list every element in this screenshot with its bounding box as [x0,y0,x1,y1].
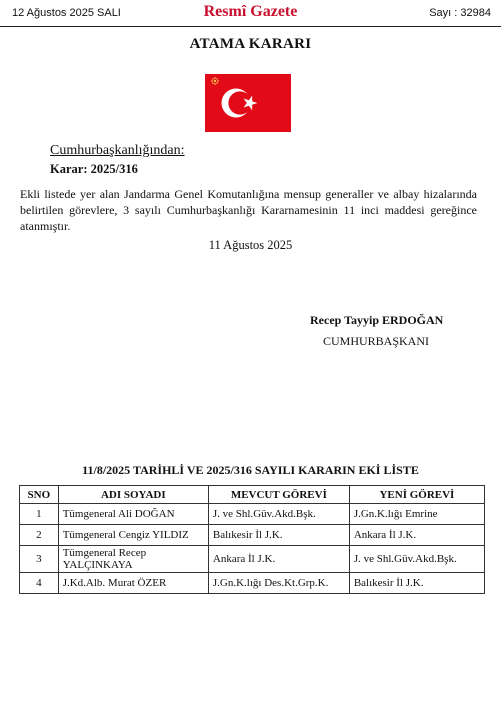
table-row [20,525,485,546]
row-new-post: J. ve Shl.Güv.Akd.Bşk. [349,546,484,573]
row-current-post: J. ve Shl.Güv.Akd.Bşk. [208,504,349,525]
column-header-sno: SNO [20,486,59,504]
column-header-new-post: YENİ GÖREVİ [349,486,484,504]
table-row [20,546,485,573]
row-name: J.Kd.Alb. Murat ÖZER [58,573,208,594]
turkish-flag-icon [205,74,291,132]
row-new-post: Balıkesir İl J.K. [349,573,484,594]
column-header-current-post: MEVCUT GÖREVİ [208,486,349,504]
row-current-post: Ankara İl J.K. [208,546,349,573]
row-sno: 4 [20,573,59,594]
decision-number: Karar: 2025/316 [50,162,138,176]
annex-title: 11/8/2025 TARİHLİ VE 2025/316 SAYILI KARARIN EKİ LİSTE [82,463,419,477]
row-sno: 2 [20,525,59,546]
header-date: 12 Ağustos 2025 SALI [12,7,121,19]
table-header-row [20,486,485,504]
decision-body: Ekli listede yer alan Jandarma Genel Komutanlığına mensup generaller ve albay hizalarında belirtilen görevlere, 3 sayılı Cumhurbaşkanlığı Kararnamesinin 11 inci maddesi gereğince atanmıştır. [20,187,477,233]
row-name: Tümgeneral Ali DOĞAN [58,504,208,525]
row-new-post: Ankara İl J.K. [349,525,484,546]
appointment-table [19,485,485,594]
signer-name: Recep Tayyip ERDOĞAN [310,313,444,327]
column-header-name: ADI SOYADI [58,486,208,504]
row-current-post: Balıkesir İl J.K. [208,525,349,546]
decision-date: 11 Ağustos 2025 [208,238,293,252]
document-title: ATAMA KARARI [189,36,312,52]
row-current-post: J.Gn.K.lığı Des.Kt.Grp.K. [208,573,349,594]
row-new-post: J.Gn.K.lığı Emrine [349,504,484,525]
issue-number: Sayı : 32984 [429,7,491,19]
issuer: Cumhurbaşkanlığından: [50,143,185,158]
gazette-header [0,0,501,27]
row-name: Tümgeneral Cengiz YILDIZ [58,525,208,546]
row-sno: 3 [20,546,59,573]
table-row [20,504,485,525]
row-sno: 1 [20,504,59,525]
signer-title: CUMHURBAŞKANI [323,334,430,348]
table-row [20,573,485,594]
row-name: Tümgeneral Recep YALÇINKAYA [58,546,208,573]
gazette-masthead: Resmî Gazete [203,3,298,20]
